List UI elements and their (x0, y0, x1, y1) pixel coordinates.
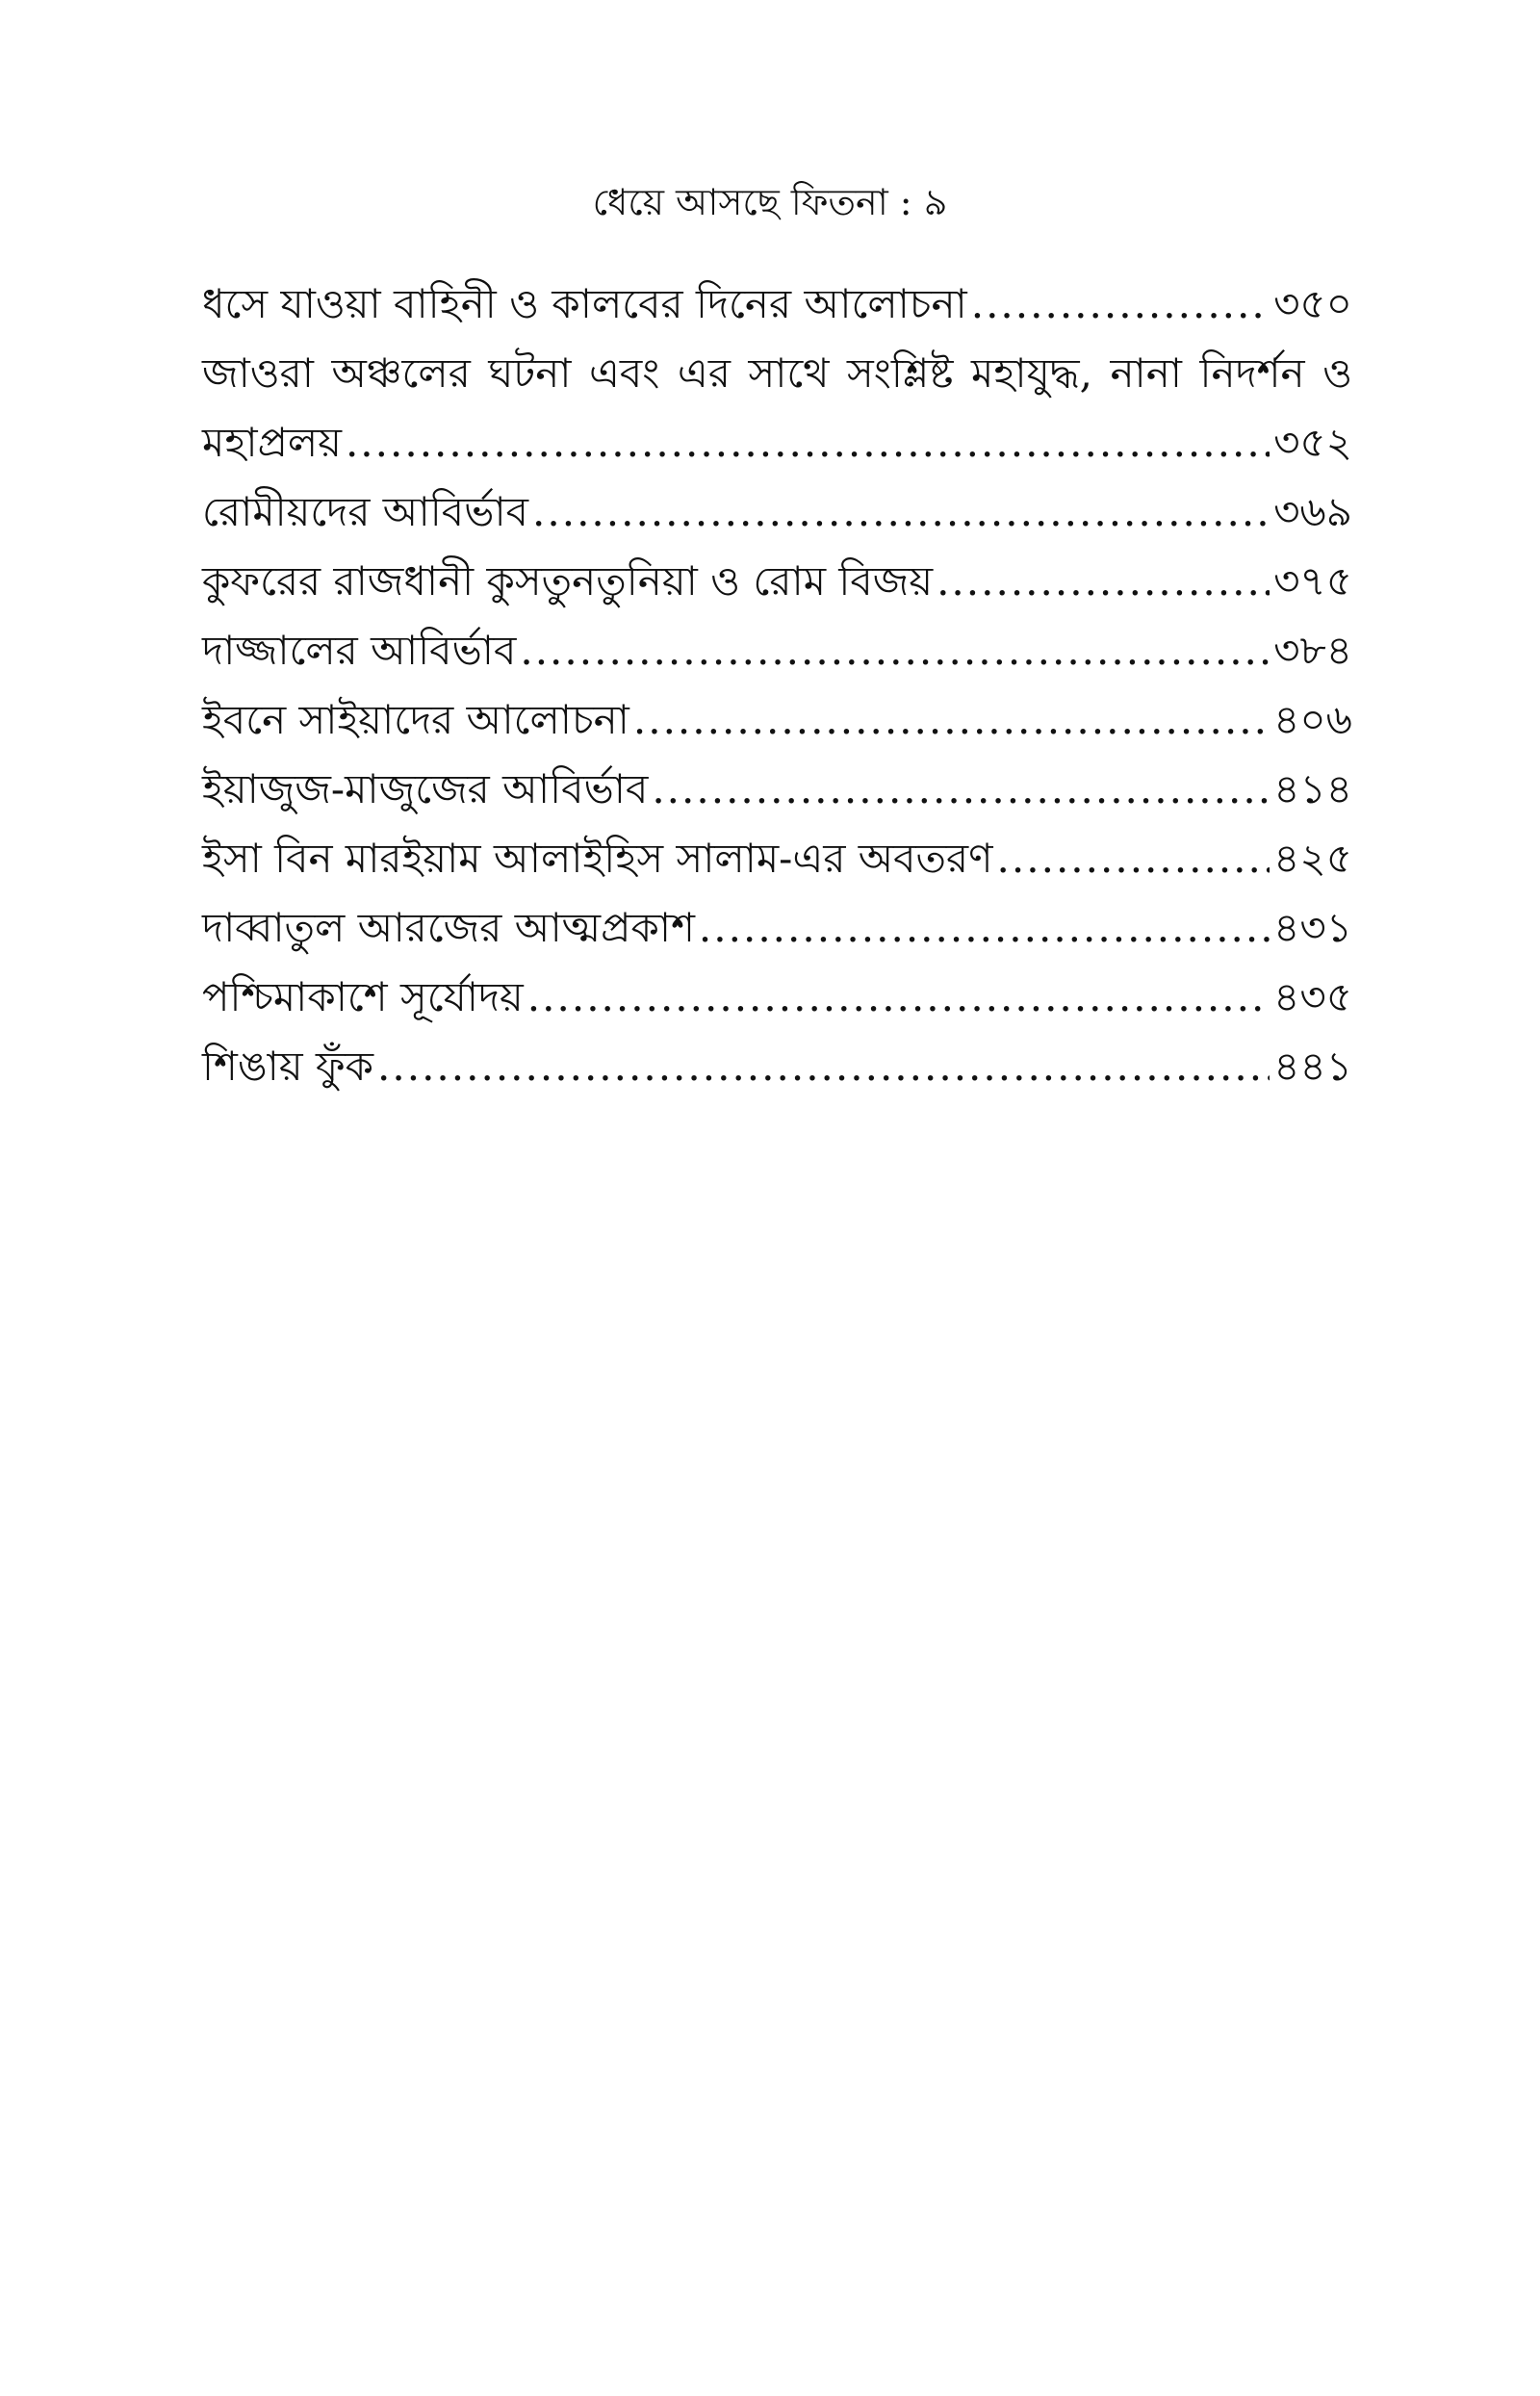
toc-entry-title: মহাপ্রলয় (202, 419, 342, 466)
toc-dot-leader (377, 1032, 1270, 1101)
toc-entry-title: ইবনে সাইয়াদের আলোচনা (202, 696, 629, 743)
toc-entry (202, 1032, 1352, 1101)
toc-entry-page: ৩৬৯ (1273, 488, 1352, 535)
toc-entry-title: দাব্বাতুল আরজের আত্মপ্রকাশ (202, 904, 695, 951)
toc-entry (202, 270, 1352, 339)
toc-entry (202, 893, 1352, 963)
toc-entry-title: রোমীয়দের আবির্ভাব (202, 488, 529, 535)
toc-entry-title: দাজ্জালের আবির্ভাব (202, 627, 517, 674)
toc-entry (202, 547, 1352, 616)
toc-dot-leader (520, 616, 1270, 685)
toc-entry-page: ৪২৫ (1273, 835, 1352, 882)
toc-entry (202, 755, 1352, 824)
toc-entry-title: কুফরের রাজধানী কুসতুনতুনিয়া ও রোম বিজয় (202, 557, 934, 605)
toc-entry-page: ৪৩১ (1273, 904, 1352, 951)
toc-entry (202, 616, 1352, 685)
toc-entry (202, 824, 1352, 893)
toc-dot-leader (699, 893, 1270, 963)
toc-entry-page: ৩৭৫ (1273, 557, 1352, 605)
toc-entry-title: শিঙায় ফুঁক (202, 1043, 374, 1090)
toc-dot-leader (997, 824, 1270, 893)
toc-dot-leader (971, 270, 1270, 339)
toc-entry (202, 685, 1352, 755)
toc-entry (202, 477, 1352, 547)
toc-entry-page: ৪৪১ (1273, 1043, 1352, 1090)
toc-entry-page: ৩৫২ (1273, 419, 1352, 466)
toc-entry (202, 963, 1352, 1032)
toc-entry-page: ৩৫০ (1273, 280, 1352, 327)
toc-entry-page: ৪১৪ (1273, 765, 1352, 812)
toc-dot-leader (346, 408, 1270, 477)
toc-entry-title-line: জাওরা অঞ্চলের ঘটনা এবং এর সাথে সংশ্লিষ্ট মহাযুদ্ধ, নানা নিদর্শন ও (202, 349, 1352, 397)
toc-entry-page: ৩৮৪ (1273, 627, 1352, 674)
table-of-contents (202, 270, 1352, 1101)
toc-entry-title: ইসা বিন মারইয়াম আলাইহিস সালাম-এর অবতরণ (202, 835, 993, 882)
toc-dot-leader (937, 547, 1270, 616)
toc-entry-title: ইয়াজুজ-মাজুজের আবির্ভাব (202, 765, 649, 812)
toc-dot-leader (532, 477, 1270, 547)
toc-entry-page: ৪৩৫ (1273, 973, 1352, 1020)
toc-entry (202, 408, 1352, 477)
toc-entry-title: ধসে যাওয়া বাহিনী ও কালবের দিনের আলোচনা (202, 280, 967, 327)
running-header: ধেয়ে আসছে ফিতনা : ৯ (592, 181, 948, 223)
toc-entry-title: পশ্চিমাকাশে সূর্যোদয় (202, 973, 524, 1020)
toc-dot-leader (633, 685, 1270, 755)
toc-entry-page: ৪০৬ (1273, 696, 1352, 743)
toc-dot-leader (527, 963, 1270, 1032)
toc-dot-leader (652, 755, 1270, 824)
